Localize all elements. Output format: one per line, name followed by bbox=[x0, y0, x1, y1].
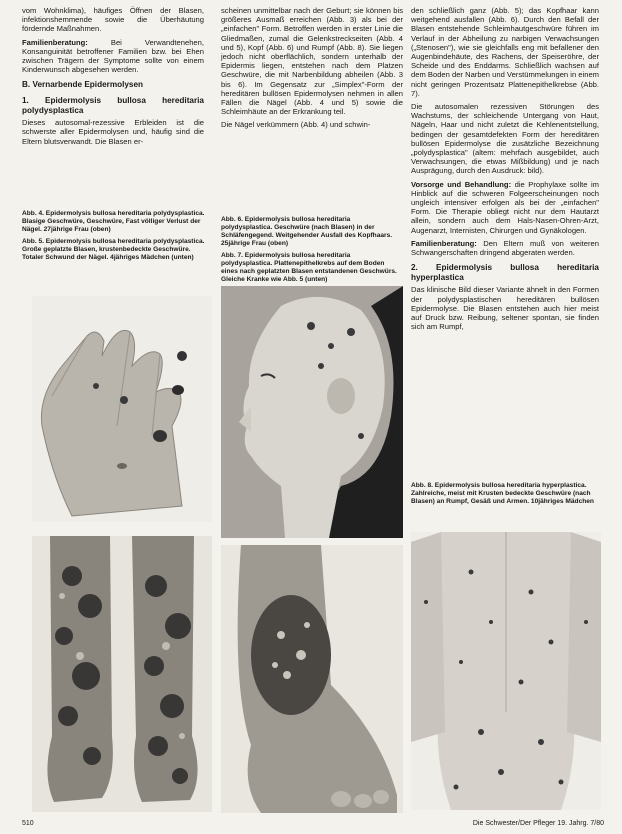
caption-abb7: Abb. 7. Epidermolysis bullosa hereditaria polydysplastica. Plattenepithelkrebs auf dem Boden eines nach geplatzten Blasen entstandenen Geschwürs. Gleiche Kranke wie Abb. 5 (unten) bbox=[221, 252, 397, 283]
captions-col2 bbox=[221, 216, 403, 288]
column-1-text bbox=[22, 6, 204, 150]
col2-paragraph-2: Die Nägel verkümmern (Abb. 4) und schwin- bbox=[221, 120, 371, 130]
col3-paragraph-2: Die autosomalen rezessiven Störungen des Wachstums, der schleichende Untergang von Haut, Nägeln, Haar und nicht zuletzt die Kehlenentstellung, bedingen der gesamtdefekten Form der hereditären bullösen Epidermolyse die zusätzliche Bezeichnung „polydysplastica" (altem: mehrfach ausgebildet, auch Verwachsungen, die etwas Mißbildung) und je nach Ausprägung, durch den Ausdruck: bild). bbox=[411, 102, 599, 176]
col2-paragraph-1: scheinen unmittelbar nach der Geburt; sie können bis größeres Ausmaß erreichen (Abb. 3) als bei der „einfachen" Form. Betroffen werden in erster Linie die Gliedmaßen, zumal die Gelenkstreckseiten (Abb. 4 und 5), Kopf (Abb. 6) und Rumpf (Abb. 8). Sie liegen jedoch nicht oberflächlich, sondern unterhalb der Epidermis liegen, entstehen nach dem Platzen Geschwüre, die mit Narbenbildung abheilen (Abb. 3 bis 6). Im Gegensatz zur „Simplex"-Form der hereditären bullösen Epidermolysen nehmen in allen Fällen die Nägel (Abb. 4 und 5) sowie die Schleimhäute an der Erkrankung teil. bbox=[221, 6, 403, 117]
caption-abb4: Abb. 4. Epidermolysis bullosa hereditaria polydysplastica. Blasige Geschwüre, Geschwüre, Fast völliger Verlust der Nägel. 27jährige Frau (oben) bbox=[22, 210, 205, 233]
col3-paragraph-3 bbox=[411, 180, 599, 235]
column-3-text bbox=[411, 6, 599, 335]
col1-paragraph-1: vom Wohnklima), häufiges Öffnen der Blasen, infektionshemmende sowie die Überhäutung fördernde Maßnahmen. bbox=[22, 6, 204, 34]
section-heading: B. Vernarbende Epidermolysen bbox=[22, 80, 144, 90]
photo-torso bbox=[411, 532, 601, 810]
caption-abb5: Abb. 5. Epidermolysis bullosa hereditaria polydysplastica. Große geplatzte Blasen, krustenbedeckte Geschwüre. Totaler Schwund der Nägel. 4jähriges Mädchen (unten) bbox=[22, 238, 205, 261]
page-number: 510 bbox=[22, 820, 34, 827]
caption-abb8-box bbox=[411, 482, 601, 510]
col1-paragraph-3: Dieses autosomal-rezessive Erbleiden ist die schwerste aller Epidermolysen und, häufig sind die Eltern blutsverwandt. Die Blasen er- bbox=[22, 118, 204, 146]
col3-paragraph-3-body: die Prophylaxe sollte im Hinblick auf die schweren Folgeerscheinungen noch ungleich intensiver erfolgen als bei der „einfachen" Form. Die Therapie obliegt nicht nur dem Hautarzt allein, sondern auch dem Hals-Nasen-Ohren-Arzt, Augenarzt, Internisten, Chirurgen und Gynäkologen. bbox=[411, 179, 599, 235]
col1-paragraph-2-body: Bei Verwandtenehen, Konsanguinität betroffener Familien bzw. bei Ehen zwischen Trägern der Symptome sollte von einem Kinderwunsch abgesehen werden. bbox=[22, 37, 204, 75]
col1-paragraph-2 bbox=[22, 38, 204, 75]
photo-hand bbox=[32, 296, 212, 522]
col3-paragraph-4 bbox=[411, 239, 599, 257]
caption-abb8: Abb. 8. Epidermolysis bullosa hereditaria hyperplastica. Zahlreiche, meist mit Krusten bedeckte Geschwüre (nach Blasen) an Rumpf, Gesäß und Armen. 10jähriges Mädchen bbox=[411, 482, 594, 505]
photo-foot bbox=[221, 545, 403, 813]
family-counseling-label: Familienberatung: bbox=[22, 37, 88, 47]
prevention-label: Vorsorge und Behandlung: bbox=[411, 179, 512, 189]
photo-head bbox=[221, 286, 403, 538]
col3-paragraph-1: den schließlich ganz (Abb. 5); das Kopfhaar kann weitgehend ausfallen (Abb. 6). Durch den Befall der Blasen entstehende Schleimhautgeschwüre führen im Verlauf in der Abheilung zu narbigen Verwachsungen („Stenosen"), wie sie gleichfalls eng mit befallener den Augenbindehäute, des Rachens, der Speiseröhre, der Scheide und des Enddarms. Schließlich wachsen auf dem Boden der Narben und Verstümmelungen in einem nicht geringen Prozentsatz Plattenepithelkrebse (Abb. 7). bbox=[411, 6, 599, 98]
col3-paragraph-5: Das klinische Bild dieser Variante ähnelt in den Formen der polydysplastischen hereditären bullösen Epidermolyse. Die Blasen entstehen auch hier meist auf Druck bzw. Reibung, seltener spontan, sie finden sich am Rumpf, bbox=[411, 285, 599, 332]
subsection-heading-1: 1. Epidermolysis bullosa hereditaria polydysplastica bbox=[22, 96, 204, 115]
caption-abb6: Abb. 6. Epidermolysis bullosa hereditaria polydysplastica. Geschwüre (nach Blasen) in der Schläfengegend. Weitgehender Ausfall des Kopfhaars. 25jährige Frau (oben) bbox=[221, 216, 393, 247]
subsection-heading-2: 2. Epidermolysis bullosa hereditaria hyperplastica bbox=[411, 263, 599, 282]
photo-legs bbox=[32, 536, 212, 812]
col3-paragraph-4-body: Den Eltern muß von weiteren Schwangerschaften dringend abgeraten werden. bbox=[411, 238, 599, 258]
column-2-text bbox=[221, 6, 403, 134]
journal-footer: Die Schwester/Der Pfleger 19. Jahrg. 7/80 bbox=[472, 820, 604, 827]
captions-col1 bbox=[22, 210, 208, 266]
family-counseling-label-2: Familienberatung: bbox=[411, 238, 477, 248]
